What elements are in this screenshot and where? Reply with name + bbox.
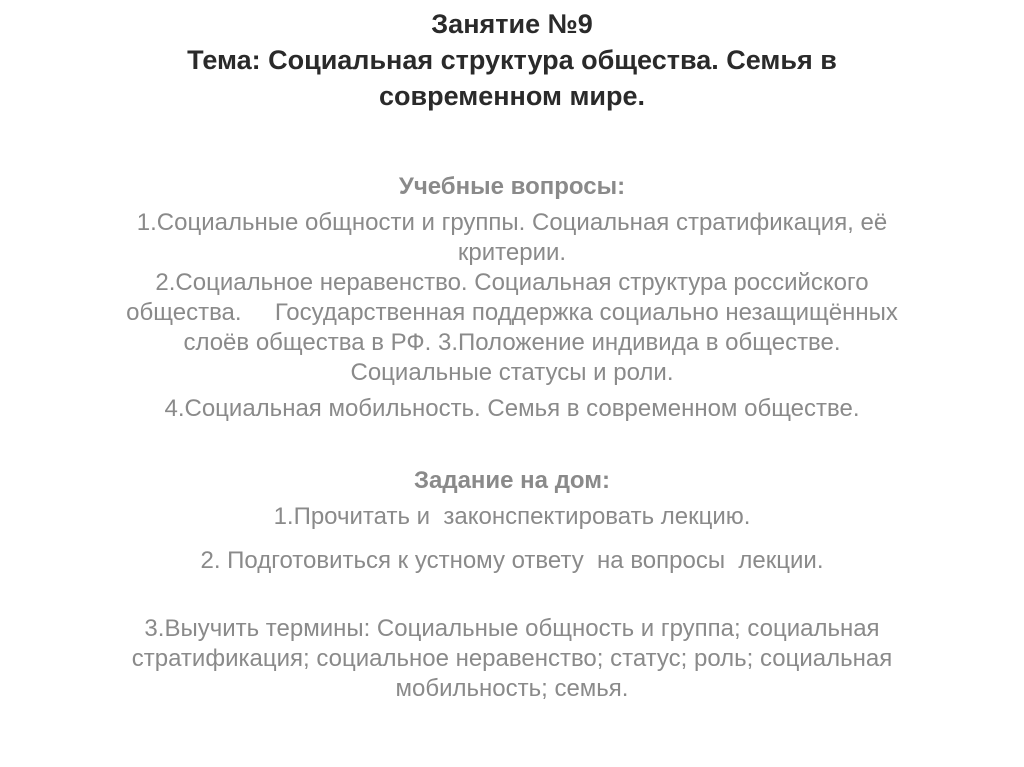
homework-item: 2. Подготовиться к устному ответу на вопросы лекции. [200, 547, 824, 574]
question-line: 2.Социальное неравенство. Социальная структура российского [155, 269, 869, 296]
title-line-topic: Тема: Социальная структура общества. Семья в [187, 45, 837, 75]
slide-title [40, 6, 984, 114]
question-line: 1.Социальные общности и группы. Социальная стратификация, её [136, 209, 888, 236]
homework-item-terms: мобильность; семья. [395, 675, 629, 702]
homework-item-terms: стратификация; социальное неравенство; статус; роль; социальная [131, 645, 893, 672]
homework-heading: Задание на дом: [413, 467, 611, 494]
homework-item: 1.Прочитать и законспектировать лекцию. [273, 503, 751, 530]
title-line-lesson: Занятие №9 [431, 9, 593, 39]
question-line: 4.Социальная мобильность. Семья в современном обществе. [164, 395, 860, 422]
homework-item-terms: 3.Выучить термины: Социальные общность и группа; социальная [144, 615, 880, 642]
question-line: общества. Государственная поддержка социально незащищённых [126, 299, 898, 326]
question-line: критерии. [457, 239, 567, 266]
slide-body [40, 172, 984, 704]
title-line-topic-cont: современном мире. [378, 81, 646, 111]
questions-heading: Учебные вопросы: [398, 173, 626, 200]
question-line: слоёв общества в РФ. 3.Положение индивида в обществе. [183, 329, 841, 356]
question-line: Социальные статусы и роли. [350, 359, 674, 386]
